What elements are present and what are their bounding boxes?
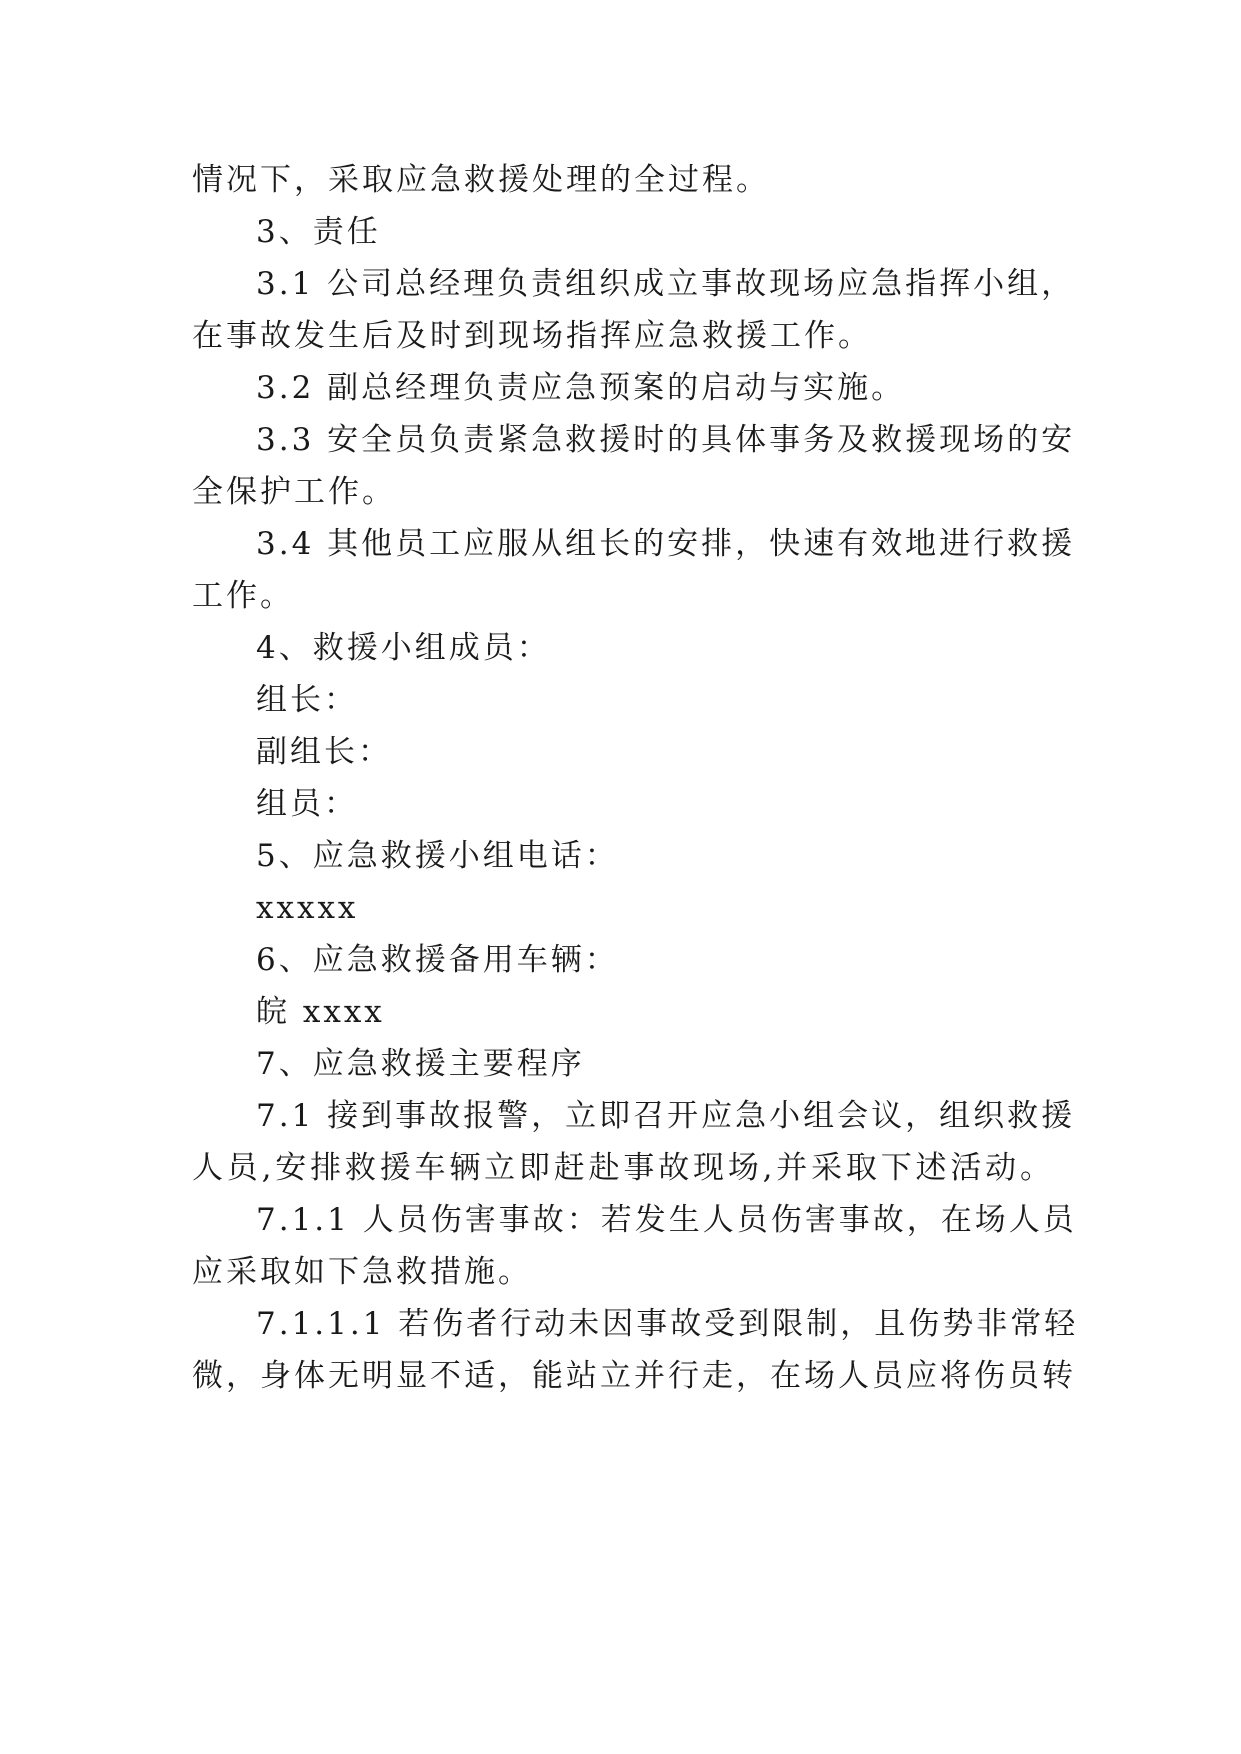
paragraph-line: 工作。: [192, 578, 294, 614]
paragraph-line: 3.3 安全员负责紧急救援时的具体事务及救援现场的安: [256, 422, 1076, 458]
section-heading: 3、责任: [256, 214, 381, 250]
phone-value: xxxxx: [256, 890, 359, 926]
paragraph-line: 7.1.1.1 若伤者行动未因事故受到限制，且伤势非常轻: [256, 1306, 1079, 1342]
section-heading: 4、救援小组成员：: [256, 630, 551, 666]
paragraph-line: 全保护工作。: [192, 474, 396, 510]
field-label: 组员：: [256, 786, 358, 822]
paragraph-line: 3.1 公司总经理负责组织成立事故现场应急指挥小组，: [256, 266, 1076, 302]
section-heading: 7、应急救援主要程序: [256, 1046, 585, 1082]
paragraph-line: 应采取如下急救措施。: [192, 1254, 532, 1290]
field-label: 副组长：: [256, 734, 392, 770]
paragraph-line: 情况下，采取应急救援处理的全过程。: [192, 162, 770, 198]
section-heading: 5、应急救援小组电话：: [256, 838, 619, 874]
paragraph-line: 3.4 其他员工应服从组长的安排，快速有效地进行救援: [256, 526, 1076, 562]
field-label: 组长：: [256, 682, 358, 718]
paragraph-line: 人员,安排救援车辆立即赶赴事故现场,并采取下述活动。: [192, 1150, 1054, 1186]
paragraph-line: 在事故发生后及时到现场指挥应急救援工作。: [192, 318, 872, 354]
paragraph-line: 7.1.1 人员伤害事故：若发生人员伤害事故，在场人员: [256, 1202, 1077, 1238]
section-heading: 6、应急救援备用车辆：: [256, 942, 619, 978]
paragraph-line: 微，身体无明显不适，能站立并行走，在场人员应将伤员转: [192, 1358, 1076, 1394]
paragraph-line: 3.2 副总经理负责应急预案的启动与实施。: [256, 370, 906, 406]
vehicle-plate: 皖 xxxx: [256, 994, 385, 1030]
paragraph-line: 7.1 接到事故报警，立即召开应急小组会议，组织救援: [256, 1098, 1076, 1134]
